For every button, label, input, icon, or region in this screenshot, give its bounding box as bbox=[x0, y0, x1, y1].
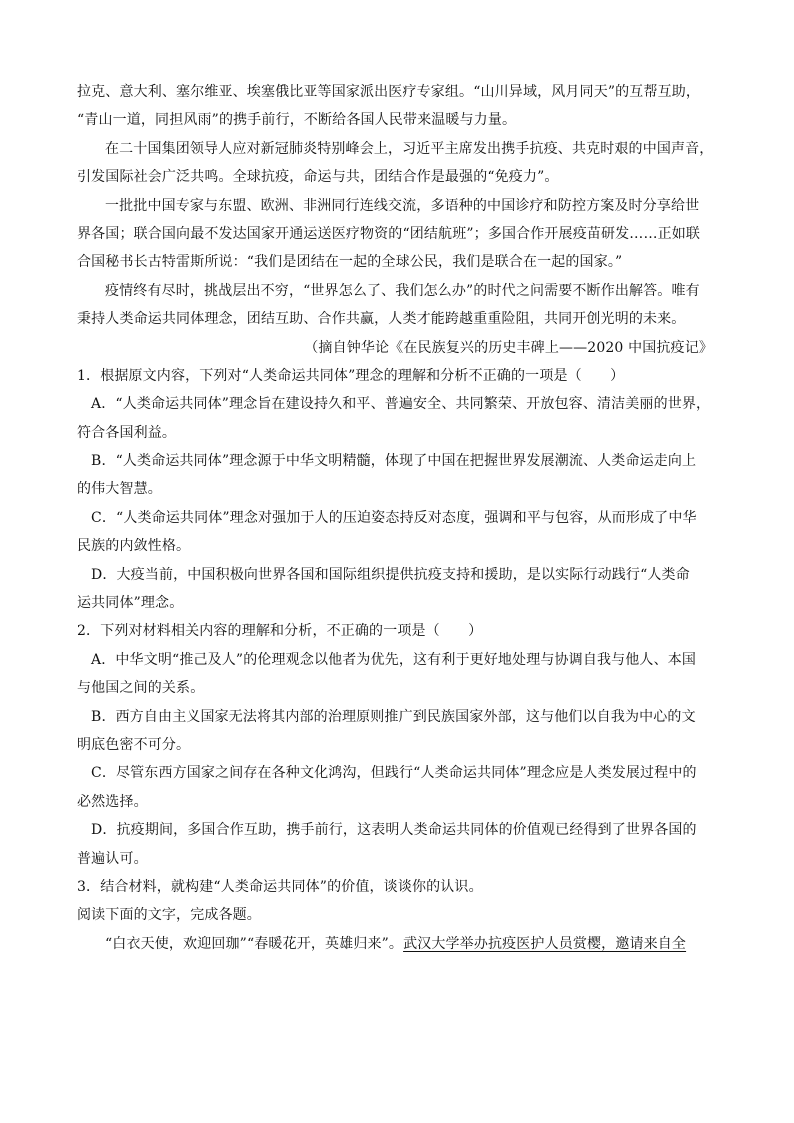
text-line: 与他国之间的关系。 bbox=[77, 680, 205, 697]
text-line: 3．结合材料，就构建“人类命运共同体”的价值，谈谈你的认识。 bbox=[77, 878, 483, 895]
closing-paragraph-text: “白衣天使，欢迎回珈”“春暖花开，英雄归来”。 bbox=[105, 935, 404, 952]
text-line: 引发国际社会广泛共鸣。全球抗疫，命运与共，团结合作是最强的“免疫力”。 bbox=[77, 169, 559, 186]
text-line: 疫情终有尽时，挑战层出不穷，“世界怎么了、我们怎么办”的时代之问需要不断作出解答。唯有 bbox=[105, 282, 700, 299]
document-body bbox=[77, 78, 725, 958]
text-line: 的伟大智慧。 bbox=[77, 481, 162, 498]
text-line: 运共同体”理念。 bbox=[77, 595, 184, 612]
text-line: B．西方自由主义国家无法将其内部的治理原则推广到民族国家外部，这与他们以自我为中心的文 bbox=[91, 708, 696, 725]
text-line: A．“人类命运共同体”理念旨在建设持久和平、普遍安全、共同繁荣、开放包容、清洁美丽的世界， bbox=[91, 396, 711, 413]
text-line: “青山一道，同担风雨”的携手前行，不断给各国人民带来温暖与力量。 bbox=[77, 112, 517, 129]
text-line: （摘自钟华论《在民族复兴的历史丰碑上——2020 中国抗疫记》 bbox=[304, 339, 713, 356]
text-line: 合国秘书长古特雷斯所说：“我们是团结在一起的全球公民，我们是联合在一起的国家。” bbox=[77, 254, 623, 271]
text-line: A．中华文明“推己及人”的伦理观念以他者为优先，这有利于更好地处理与协调自我与他人、本国 bbox=[91, 651, 697, 668]
text-line: D．大疫当前，中国积极向世界各国和国际组织提供抗疫支持和援助，是以实际行动践行“人类命 bbox=[91, 566, 690, 583]
text-line: 拉克、意大利、塞尔维亚、埃塞俄比亚等国家派出医疗专家组。“山川异域，风月同天”的互帮互助， bbox=[77, 84, 701, 100]
underlined-passage: 武汉大学举办抗疫医护人员赏樱，邀请来自全 bbox=[403, 935, 687, 952]
closing-paragraph-line bbox=[77, 930, 725, 958]
text-line: D．抗疫期间，多国合作互助，携手前行，这表明人类命运共同体的价值观已经得到了世界各国的 bbox=[91, 822, 697, 839]
text-line: C．尽管东西方国家之间存在各种文化鸿沟，但践行“人类命运共同体”理念应是人类发展过程中的 bbox=[91, 765, 697, 782]
text-line: 明底色密不可分。 bbox=[77, 736, 191, 753]
text-line: 符合各国利益。 bbox=[77, 424, 177, 441]
text-line: 普遍认可。 bbox=[77, 850, 148, 867]
text-line: 阅读下面的文字，完成各题。 bbox=[77, 907, 261, 924]
text-line: 秉持人类命运共同体理念，团结互助、合作共赢，人类才能跨越重重险阻，共同开创光明的未来。 bbox=[77, 311, 686, 328]
text-line: C．“人类命运共同体”理念对强加于人的压迫姿态持反对态度，强调和平与包容，从而形成了中华 bbox=[91, 509, 697, 526]
text-line: 2．下列对材料相关内容的理解和分析，不正确的一项是（ ） bbox=[77, 623, 483, 640]
text-line: 在二十国集团领导人应对新冠肺炎特别峰会上，习近平主席发出携手抗疫、共克时艰的中国声音， bbox=[105, 140, 714, 157]
text-line: B．“人类命运共同体”理念源于中华文明精髓，体现了中国在把握世界发展潮流、人类命运走向上 bbox=[91, 453, 697, 470]
text-line: 一批批中国专家与东盟、欧洲、非洲同行连线交流，多语种的中国诊疗和防控方案及时分享给世 bbox=[105, 197, 700, 214]
text-line: 民族的内敛性格。 bbox=[77, 538, 191, 555]
text-line: 1．根据原文内容，下列对“人类命运共同体”理念的理解和分析不正确的一项是（ ） bbox=[77, 367, 625, 384]
text-line: 界各国；联合国向最不发达国家开通运送医疗物资的“团结航班”；多国合作开展疫苗研发……正如联 bbox=[77, 225, 701, 242]
text-line: 必然选择。 bbox=[77, 793, 148, 810]
